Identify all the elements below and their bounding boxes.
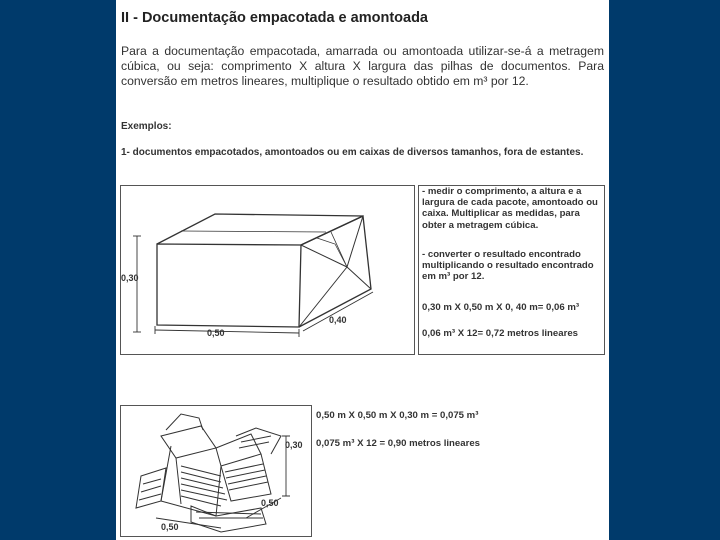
convert-instruction: - converter o resultado encontrado multiplicando o resultado encontrado em m³ por 12. xyxy=(422,249,594,283)
pile-length-label: 0,50 xyxy=(161,522,179,532)
front-face xyxy=(157,244,301,327)
side-face xyxy=(299,216,371,327)
top-face xyxy=(157,214,363,245)
pile-figure-frame xyxy=(120,405,312,537)
width-label: 0,40 xyxy=(329,315,347,325)
package-sketch xyxy=(121,186,414,354)
height-label: 0,30 xyxy=(121,273,139,283)
linear-meters-calculation: 0,06 m³ X 12= 0,72 metros lineares xyxy=(422,328,578,339)
document-pile-sketch xyxy=(121,406,311,536)
pile-width-label: 0,50 xyxy=(261,498,279,508)
pile-volume-calculation: 0,50 m X 0,50 m X 0,30 m = 0,075 m³ xyxy=(316,410,479,421)
package-figure-frame xyxy=(120,185,415,355)
measure-instruction: - medir o comprimento, a altura e a largura de cada pacote, amontoado ou caixa. Multiplicar as medidas, para obter a metragem cúbica. xyxy=(422,186,598,231)
pile-linear-meters-calculation: 0,075 m³ X 12 = 0,90 metros lineares xyxy=(316,438,480,449)
volume-calculation: 0,30 m X 0,50 m X 0, 40 m= 0,06 m³ xyxy=(422,302,580,313)
intro-paragraph: Para a documentação empacotada, amarrada ou amontoada utilizar-se-á a metragem cúbica, ou seja: comprimento X altura X largura das pilhas de documentos. Para conversão em metros lineares, multiplique o resultado obtido em m³ por 12. xyxy=(121,44,604,88)
example-1-notes xyxy=(418,185,605,355)
pile-height-label: 0,30 xyxy=(285,440,303,450)
section-title: II - Documentação empacotada e amontoada xyxy=(121,10,428,26)
document-page xyxy=(116,0,609,540)
length-label: 0,50 xyxy=(207,328,225,338)
example-1-description: 1- documentos empacotados, amontoados ou em caixas de diversos tamanhos, fora de estantes. xyxy=(121,147,584,158)
examples-heading: Exemplos: xyxy=(121,121,172,132)
